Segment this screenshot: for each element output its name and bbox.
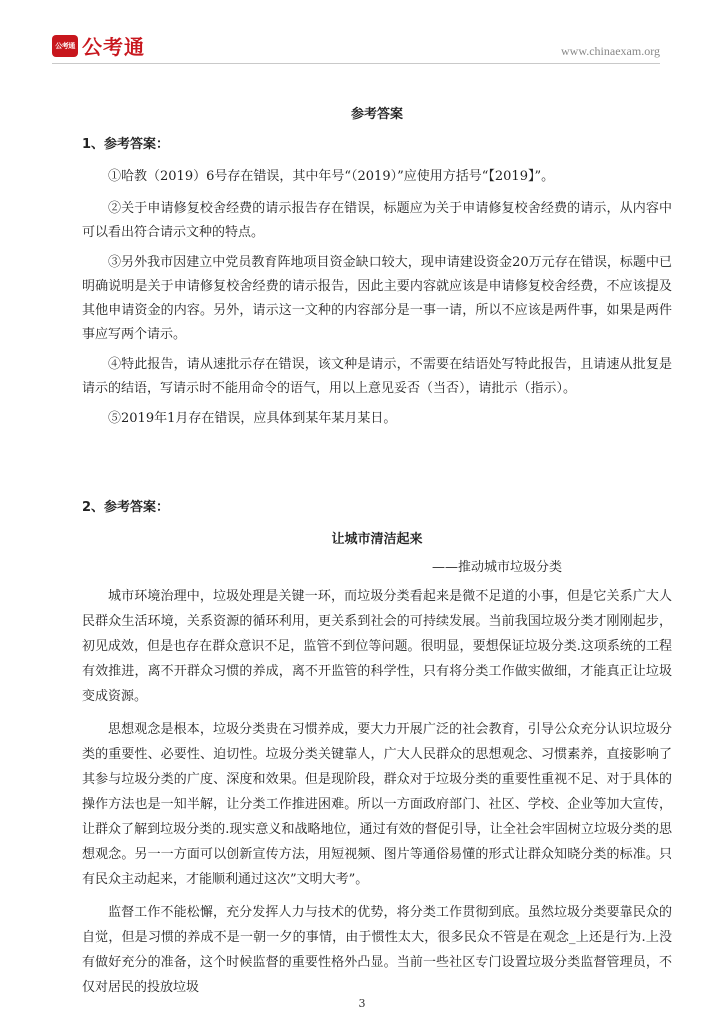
page-header (0, 0, 724, 70)
header-divider (52, 63, 660, 64)
logo-text: 公考通 (82, 35, 145, 59)
essay-paragraph: 城市环境治理中，垃圾处理是关键一环，而垃圾分类看起来是微不足道的小事，但是它关系广大人民群众生活环境，关系资源的循环利用，更关系到社会的可持续发展。当前我国垃圾分类才刚刚起步，初见成效，但是也存在群众意识不足，监管不到位等问题。很明显，要想保证垃圾分类.这项系统的工程有效推进，离不开群众习惯的养成，离不开监管的科学性，只有将分类工作做实做细，才能真正让垃圾变成资源。 (82, 589, 672, 704)
essay-paragraph: 监督工作不能松懈，充分发挥人力与技术的优势，将分类工作贯彻到底。虽然垃圾分类要靠民众的自觉，但是习惯的养成不是一朝一夕的事情，由于惯性太大，很多民众不管是在观念_上还是行为.上没有做好充分的准备，这个时候监督的重要性格外凸显。当前一些社区专门设置垃圾分类监督管理员，不仅对居民的投放垃圾 (82, 905, 672, 995)
q2-heading: 2、参考答案： (82, 500, 170, 515)
q1-item: ③另外我市因建立中党员教育阵地项目资金缺口较大，现申请建设资金20万元存在错误，标题中已明确说明是关于申请修复校舍经费的请示报告，因此主要内容就应该是申请修复校舍经费，不应该提及其他申请资金的内容。另外，请示这一文种的内容部分是一事一请，所以不应该是两件事，如果是两件事应写两个请示。 (82, 255, 672, 342)
q1-item: ④特此报告，请从速批示存在错误，该文种是请示，不需要在结语处写特此报告，且请速从批复是请示的结语，写请示时不能用命令的语气，用以上意见妥否（当否），请批示（指示）。 (82, 357, 672, 396)
page-number: 3 (358, 997, 366, 1010)
essay-paragraph: 思想观念是根本，垃圾分类贵在习惯养成，要大力开展广泛的社会教育，引导公众充分认识垃圾分类的重要性、必要性、迫切性。垃圾分类关键靠人，广大人民群众的思想观念、习惯素养，直接影响了其参与垃圾分类的广度、深度和效果。但是现阶段，群众对于垃圾分类的重要性重视不足、对于具体的操作方法也是一知半解，让分类工作推进困难。所以一方面政府部门、社区、学校、企业等加大宣传，让群众了解到垃圾分类的.现实意义和战略地位，通过有效的督促引导，让全社会牢固树立垃圾分类的思想观念。另一一方面可以创新宣传方法，用短视频、图片等通俗易懂的形式让群众知晓分类的标准。只有民众主动起来，才能顺利通过这次”文明大考”。 (82, 722, 672, 887)
site-url: www.chinaexam.org (561, 44, 660, 58)
page-title: 参考答案 (350, 107, 403, 122)
document-body (82, 103, 672, 1000)
q1-item: ①哈教（2019）6号存在错误，其中年号“（2019）”应使用方括号“【2019】”。 (108, 169, 555, 184)
essay-subtitle: ——推动城市垃圾分类 (431, 560, 562, 575)
essay-title: 让城市清洁起来 (331, 532, 423, 547)
q1-item: ⑤2019年1月存在错误，应具体到某年某月某日。 (108, 411, 397, 426)
q1-heading: 1、参考答案： (82, 137, 170, 152)
logo-badge: 公考通 (52, 35, 78, 57)
q1-item: ②关于申请修复校舍经费的请示报告存在错误，标题应为关于申请修复校舍经费的请示，从内容中可以看出符合请示文种的特点。 (82, 201, 672, 240)
